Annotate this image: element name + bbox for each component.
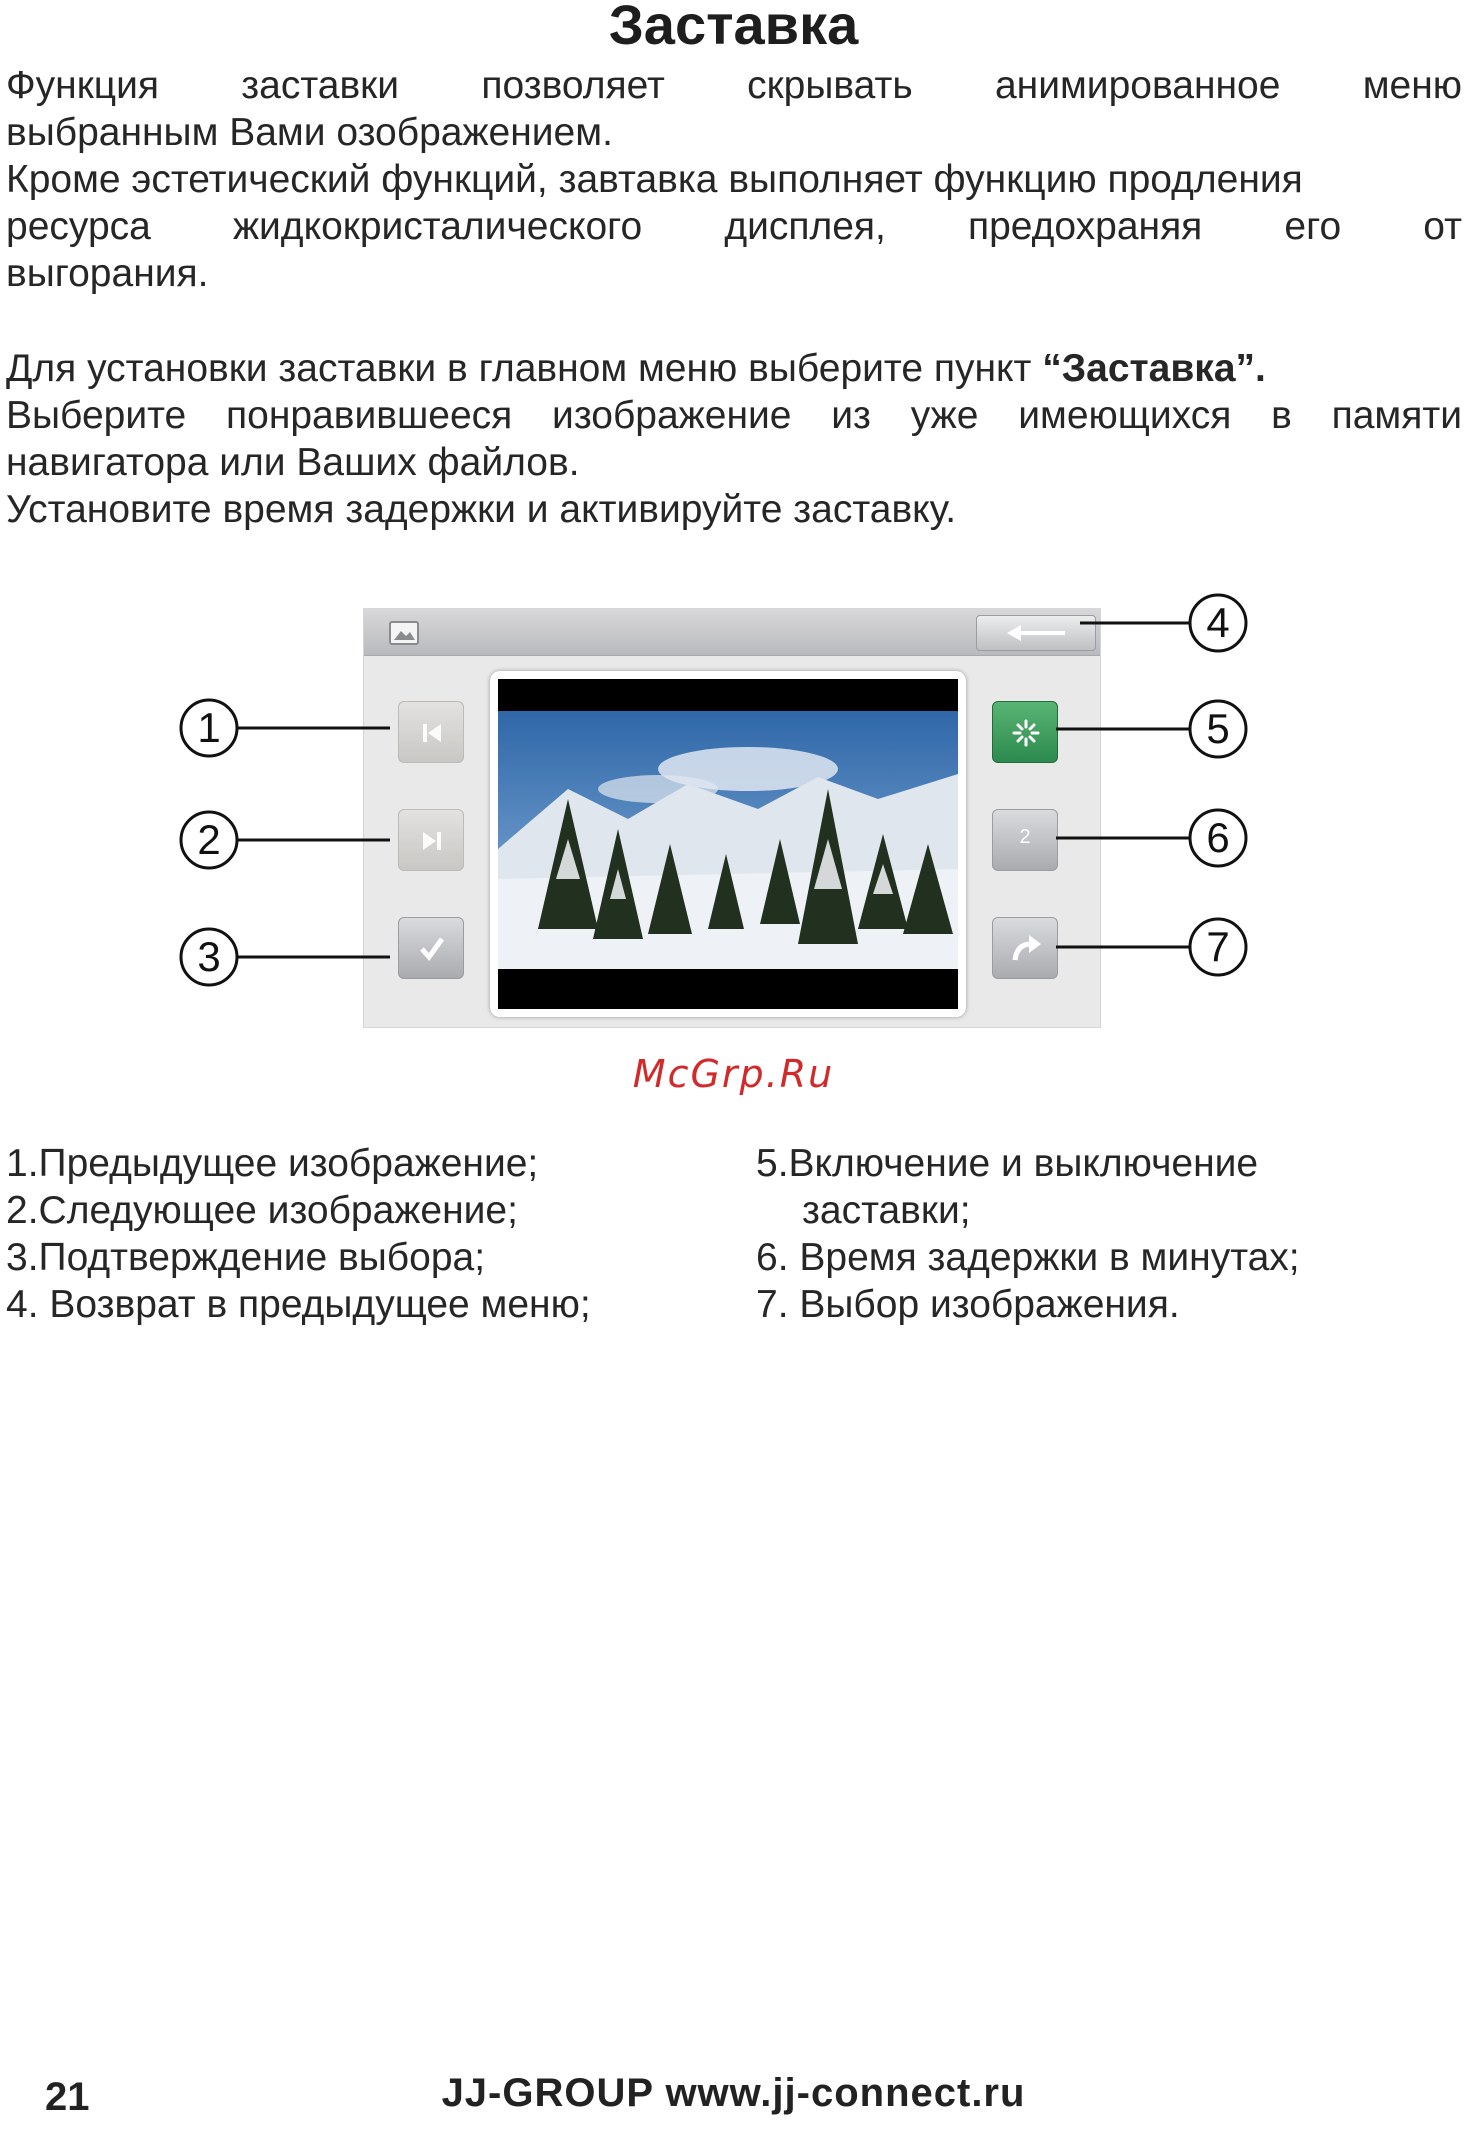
instructions-line-2-word: уже	[910, 394, 979, 437]
instructions-line-2-word: из	[831, 394, 871, 437]
instructions-line-2-word: понравившееся	[226, 394, 513, 437]
footer-brand: JJ-GROUP www.jj-connect.ru	[441, 2071, 1026, 2115]
delay-value: 2	[1019, 826, 1031, 848]
instructions-line-2-word: памяти	[1331, 394, 1462, 437]
callout-label-6: 6	[1206, 814, 1230, 861]
intro-p1-line1: Функция заставки позволяет скрывать анимированное меню	[6, 64, 1462, 107]
legend-item-5-cont: заставки;	[802, 1189, 971, 1232]
callout-label-1: 1	[197, 704, 221, 751]
legend-right	[756, 1140, 1300, 1328]
intro-p2-line2: ресурса жидкокристалического дисплея, предохраняя его от	[6, 205, 1462, 248]
callout-label-4: 4	[1206, 599, 1230, 646]
intro-p2-line3: выгорания.	[6, 252, 209, 295]
instructions-line-1: Для установки заставки в главном меню выберите пункт “Заставка”.	[6, 347, 1266, 390]
legend-item-2: 2.Следующее изображение;	[6, 1189, 518, 1232]
instructions-line-2-word: имеющихся	[1018, 394, 1232, 437]
callout-label-3: 3	[197, 933, 221, 980]
legend-item-4: 4. Возврат в предыдущее меню;	[6, 1283, 591, 1326]
legend-left	[6, 1140, 591, 1328]
page-number: 21	[45, 2075, 90, 2119]
intro-p2-line1: Кроме эстетический функций, завтавка выполняет функцию продления	[6, 158, 1303, 201]
page-title: Заставка	[608, 0, 859, 56]
instructions-line-2-word: Выберите	[6, 394, 187, 437]
legend-item-5: 5.Включение и выключение	[756, 1142, 1259, 1185]
callout-label-5: 5	[1206, 705, 1230, 752]
instructions-line-3: навигатора или Ваших файлов.	[6, 441, 580, 484]
instructions-line-2-word: в	[1271, 394, 1292, 437]
legend-item-7: 7. Выбор изображения.	[756, 1283, 1180, 1326]
instructions-line-4: Установите время задержки и активируйте заставку.	[6, 488, 957, 531]
callout-lines	[0, 0, 1467, 1060]
legend-item-6: 6. Время задержки в минутах;	[756, 1236, 1300, 1279]
instructions-line-2-word: изображение	[552, 394, 792, 437]
callout-label-2: 2	[197, 816, 221, 863]
watermark: McGrp.Ru	[632, 1052, 835, 1096]
legend-item-1: 1.Предыдущее изображение;	[6, 1142, 539, 1185]
intro-p1-line2: выбранным Вами озображением.	[6, 111, 613, 154]
legend-item-3: 3.Подтверждение выбора;	[6, 1236, 486, 1279]
callout-label-7: 7	[1206, 923, 1230, 970]
screensaver-menu-item-ref: “Заставка”.	[1042, 347, 1266, 390]
